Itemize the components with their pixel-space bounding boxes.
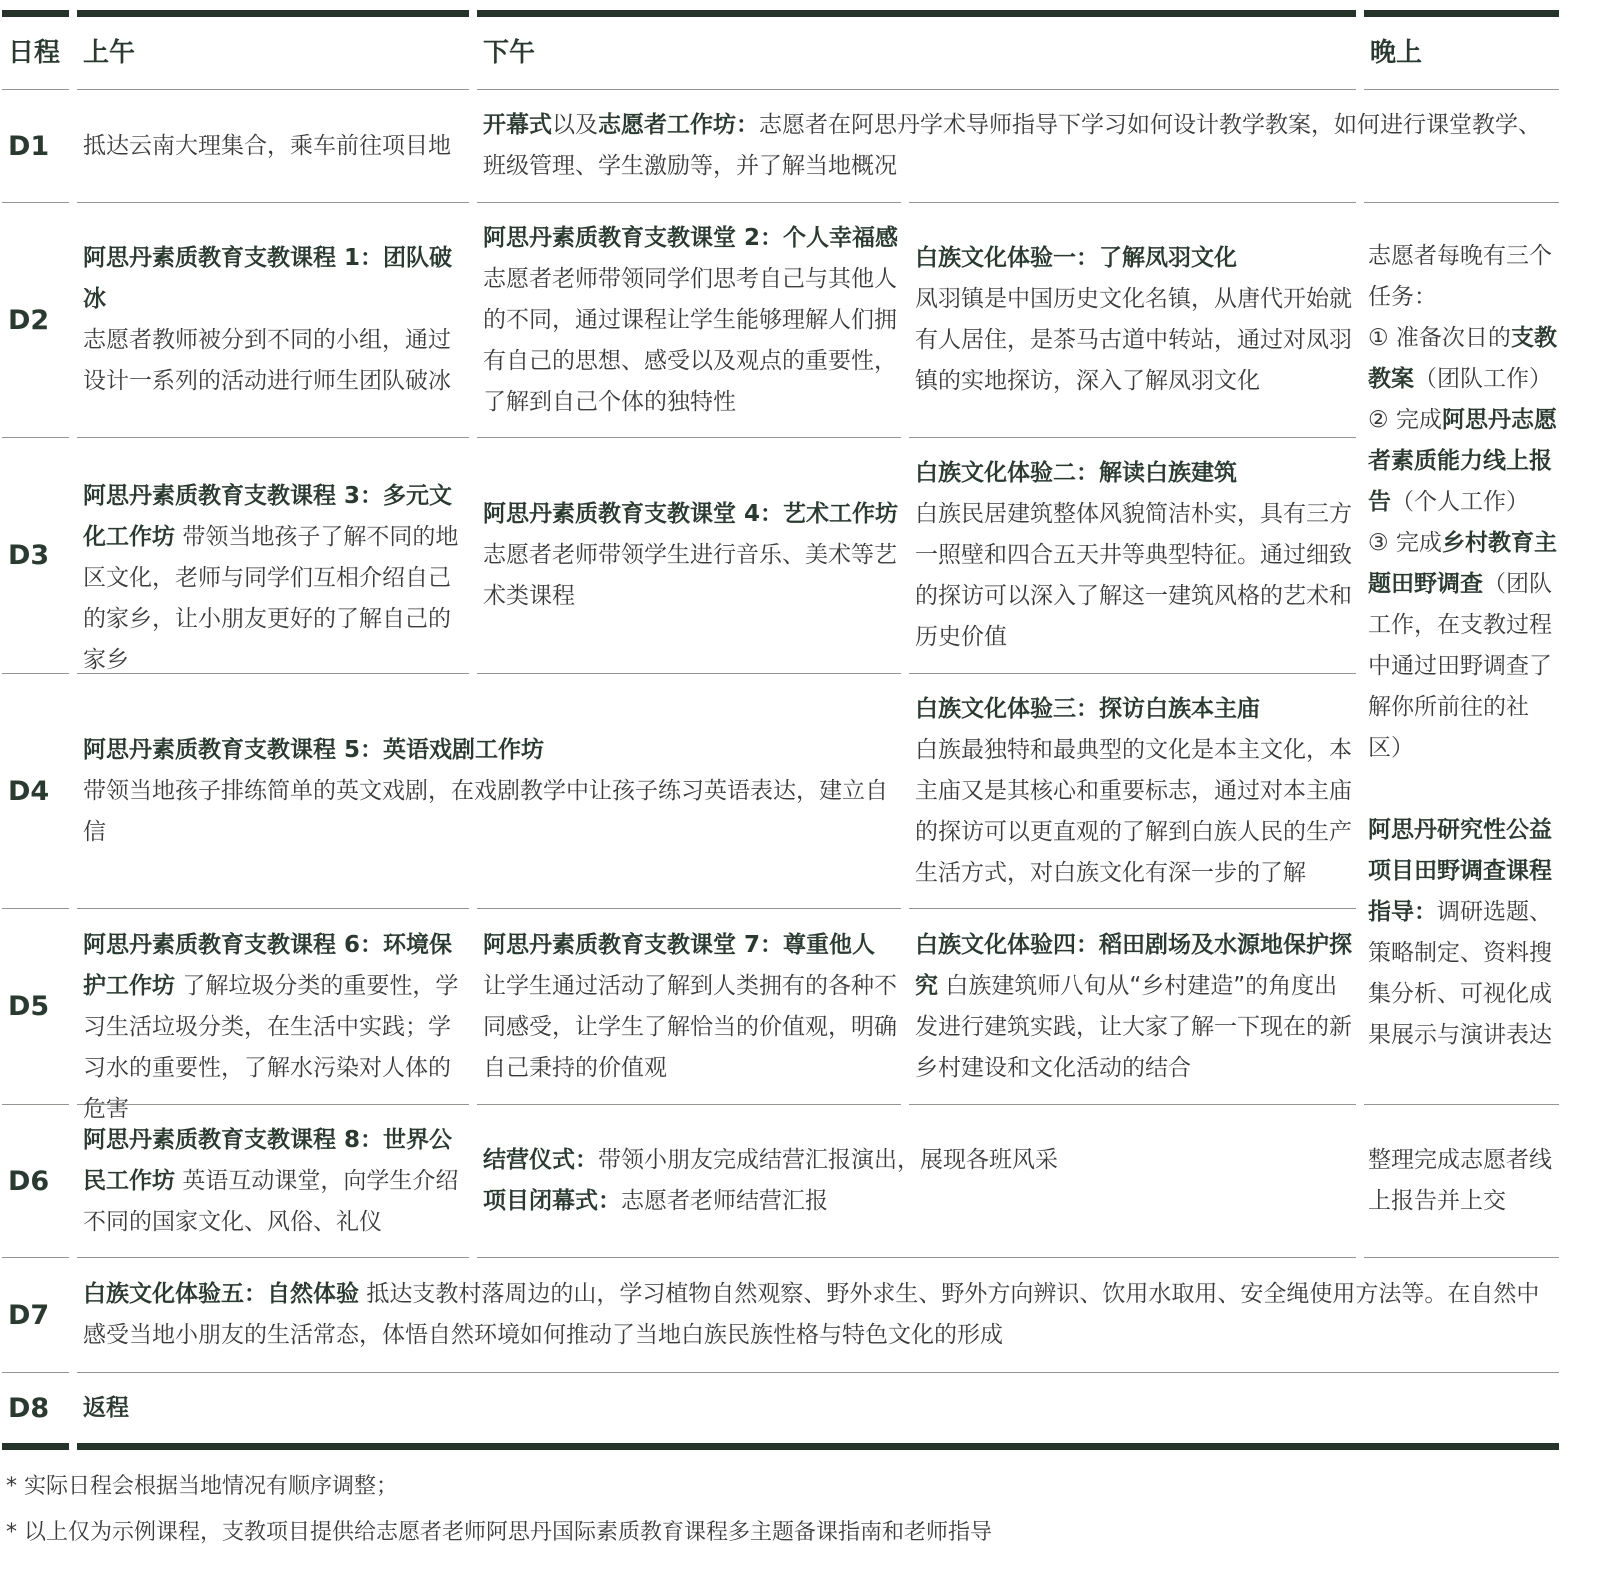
d3-morning <box>77 438 477 673</box>
row-rule <box>1364 202 1559 203</box>
header-evening: 晚上 <box>1370 37 1423 68</box>
d1-afternoon <box>477 90 1559 202</box>
evening-task-2: ② 完成阿思丹志愿者素质能力线上报告（个人工作） <box>1368 407 1557 515</box>
culture-5-text: 抵达支教村落周边的山，学习植物自然观察、野外求生、野外方向辨识、饮用水取用、安全绳使用方法等。在自然中感受当地小朋友的生活常态，体悟自然环境如何推动了当地白族民族性格与特色文化的形成 <box>83 1281 1540 1348</box>
class-4-title: 阿思丹素质教育支教课堂 4：艺术工作坊 <box>483 501 899 527</box>
day-label: D4 <box>8 775 50 807</box>
culture-4-title: 白族文化体验四：稻田剧场及水源地保护探究 <box>915 932 1352 999</box>
d7-full-day <box>77 1258 1562 1372</box>
d3-afternoon-culture <box>909 438 1364 673</box>
d5-afternoon-culture <box>909 909 1364 1104</box>
closing-camp: 结营仪式：带领小朋友完成结营汇报演出，展现各班风采 <box>483 1147 1058 1173</box>
day-label: D2 <box>8 304 50 336</box>
d1-connector: 以及 <box>552 112 598 138</box>
closing-ceremony: 项目闭幕式：志愿者老师结营汇报 <box>483 1188 828 1214</box>
d1-afternoon-text: 志愿者在阿思丹学术导师指导下学习如何设计教学教案，如何进行课堂教学、班级管理、学生激励等，并了解当地概况 <box>483 112 1541 179</box>
class-7-title: 阿思丹素质教育支教课堂 7：尊重他人 <box>483 932 876 958</box>
d6-evening <box>1364 1105 1562 1257</box>
culture-1-text: 凤羽镇是中国历史文化名镇，从唐代开始就有人居住，是茶马古道中转站，通过对凤羽镇的实地探访，深入了解凤羽文化 <box>915 286 1352 394</box>
return-trip: 返程 <box>83 1394 129 1421</box>
course-3-text: 带领当地孩子了解不同的地区文化，老师与同学们互相介绍自己的家乡，让小朋友更好的了解自己的家乡 <box>83 524 459 673</box>
d4-morning <box>77 674 909 908</box>
d5-afternoon-class <box>477 909 909 1104</box>
d6-afternoon <box>477 1105 1364 1257</box>
course-1-title: 阿思丹素质教育支教课程 1：团队破冰 <box>83 245 453 312</box>
class-4-text: 志愿者老师带领学生进行音乐、美术等艺术类课程 <box>483 542 897 609</box>
d2-afternoon-culture <box>909 203 1364 437</box>
course-8-text: 英语互动课堂，向学生介绍不同的国家文化、风俗、礼仪 <box>83 1168 459 1235</box>
d6-evening-text: 整理完成志愿者线上报告并上交 <box>1368 1147 1552 1214</box>
top-rule <box>2 10 69 17</box>
culture-3-title: 白族文化体验三：探访白族本主庙 <box>915 695 1260 722</box>
culture-2-text: 白族民居建筑整体风貌简洁朴实，具有三方一照壁和四合五天井等典型特征。通过细致的探访可以深入了解这一建筑风格的艺术和历史价值 <box>915 501 1352 650</box>
course-8-title: 阿思丹素质教育支教课程 8：世界公民工作坊 <box>83 1127 453 1194</box>
course-1-text: 志愿者教师被分到不同的小组，通过设计一系列的活动进行师生团队破冰 <box>83 327 451 394</box>
d2-afternoon-class <box>477 203 909 437</box>
opening-ceremony-title: 开幕式 <box>483 112 552 138</box>
evening-task-1: ① 准备次日的支教教案（团队工作） <box>1368 325 1557 392</box>
top-rule <box>77 10 469 17</box>
d5-morning <box>77 909 477 1122</box>
class-2-title: 阿思丹素质教育支教课堂 2：个人幸福感 <box>483 224 899 251</box>
class-2-text: 志愿者老师带领同学们思考自己与其他人的不同，通过课程让学生能够理解人们拥有自己的思想、感受以及观点的重要性，了解到自己个体的独特性 <box>483 265 897 415</box>
course-6-text: 了解垃圾分类的重要性，学习生活垃圾分类，在生活中实践；学习水的重要性，了解水污染对人体的危害 <box>83 973 459 1122</box>
d2-morning <box>77 203 477 437</box>
culture-3-text: 白族最独特和最典型的文化是本主文化，本主庙又是其核心和重要标志，通过对本主庙的探访可以更直观的了解到白族人民的生产生活方式，对白族文化有深一步的了解 <box>915 736 1352 886</box>
day-label: D7 <box>8 1299 50 1331</box>
bottom-rule <box>77 1443 1559 1450</box>
header-afternoon: 下午 <box>483 37 536 68</box>
day-label: D1 <box>8 130 50 162</box>
top-rule <box>477 10 1356 17</box>
culture-1-title: 白族文化体验一：了解凤羽文化 <box>915 245 1237 271</box>
class-7-text: 让学生通过活动了解到人类拥有的各种不同感受，让学生了解恰当的价值观，明确自己秉持的价值观 <box>483 973 897 1081</box>
culture-5-title: 白族文化体验五：自然体验 <box>83 1281 359 1307</box>
day-label: D6 <box>8 1165 50 1197</box>
d4-afternoon-culture <box>909 674 1364 908</box>
day-label: D8 <box>8 1392 50 1424</box>
culture-4-text: 白族建筑师八旬从“乡村建造”的角度出发进行建筑实践，让大家了解一下现在的新乡村建设和文化活动的结合 <box>915 973 1352 1081</box>
d8-full-day <box>77 1373 1562 1443</box>
footnote: * 以上仅为示例课程，支教项目提供给志愿者老师阿思丹国际素质教育课程多主题备课指南和老师指导 <box>6 1520 992 1545</box>
evening-task-3: ③ 完成乡村教育主题田野调查（团队工作，在支教过程中通过田野调查了解你所前往的社区） <box>1368 530 1557 761</box>
evening-tasks <box>1364 236 1562 1096</box>
field-research-course: 阿思丹研究性公益项目田野调查课程指导：调研选题、策略制定、资料搜集分析、可视化成果展示与演讲表达 <box>1368 817 1552 1048</box>
day-label: D3 <box>8 540 50 571</box>
course-5-title: 阿思丹素质教育支教课程 5：英语戏剧工作坊 <box>83 736 545 763</box>
d1-morning-text: 抵达云南大理集合，乘车前往项目地 <box>83 132 451 159</box>
header-day: 日程 <box>8 37 61 68</box>
d6-morning <box>77 1105 477 1257</box>
evening-intro: 志愿者每晚有三个任务： <box>1368 243 1552 310</box>
culture-2-title: 白族文化体验二：解读白族建筑 <box>915 460 1237 486</box>
d1-morning <box>77 90 477 202</box>
top-rule <box>1364 10 1559 17</box>
d3-afternoon-class <box>477 438 909 673</box>
day-label: D5 <box>8 991 50 1022</box>
bottom-rule <box>2 1443 69 1450</box>
course-3-title: 阿思丹素质教育支教课程 3：多元文化工作坊 <box>83 483 453 550</box>
course-6-title: 阿思丹素质教育支教课程 6：环境保护工作坊 <box>83 932 453 999</box>
course-5-text: 带领当地孩子排练简单的英文戏剧，在戏剧教学中让孩子练习英语表达，建立自信 <box>83 777 888 845</box>
volunteer-workshop-title: 志愿者工作坊： <box>598 112 759 138</box>
footnote: * 实际日程会根据当地情况有顺序调整； <box>6 1474 398 1499</box>
header-morning: 上午 <box>83 37 136 68</box>
